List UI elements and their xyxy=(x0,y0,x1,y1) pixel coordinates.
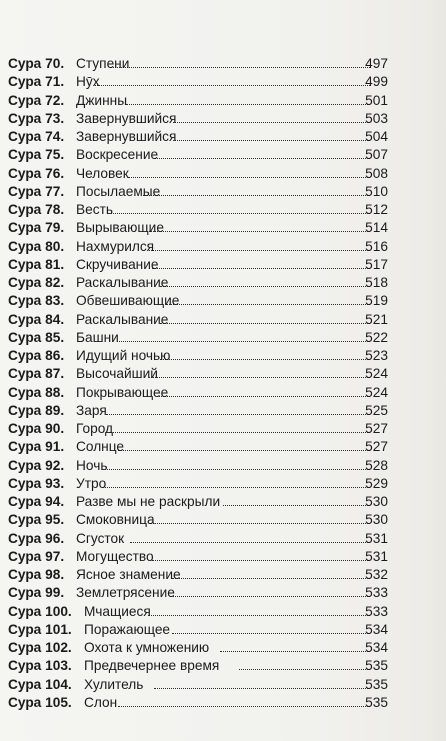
sura-title: Человек xyxy=(76,165,129,181)
toc-entry xyxy=(0,238,446,256)
sura-number: Сура 75. xyxy=(8,147,65,163)
toc-entry xyxy=(0,292,446,310)
sura-number: Сура 90. xyxy=(8,421,65,436)
sura-number: Сура 96. xyxy=(8,530,65,546)
sura-number: Сура 78. xyxy=(8,202,65,217)
sura-number: Сура 97. xyxy=(8,548,65,564)
dot-leader xyxy=(109,432,370,433)
page-number: 532 xyxy=(365,567,388,582)
dot-leader xyxy=(160,286,370,287)
sura-number: Сура 94. xyxy=(8,494,65,509)
sura-number: Сура 81. xyxy=(8,256,65,272)
toc-entry xyxy=(0,511,446,529)
sura-title: Ясное знамение xyxy=(76,567,181,582)
page-number: 510 xyxy=(365,183,388,199)
sura-number: Сура 77. xyxy=(8,183,65,199)
toc-entry xyxy=(0,584,446,602)
toc-entry xyxy=(0,493,446,511)
page-number: 522 xyxy=(365,329,388,345)
toc-entry xyxy=(0,694,446,712)
page-number: 531 xyxy=(365,548,388,564)
toc-entry xyxy=(0,621,446,639)
sura-title: Сгусток xyxy=(76,530,125,546)
page-number: 517 xyxy=(365,256,388,272)
sura-number: Сура 91. xyxy=(8,439,65,455)
sura-number: Сура 73. xyxy=(8,110,65,126)
dot-leader xyxy=(118,450,370,451)
sura-title: Завернувшийся xyxy=(76,110,177,126)
dot-leader xyxy=(220,651,370,652)
sura-title: Завернувшийся xyxy=(76,129,177,144)
toc-entry xyxy=(0,128,446,146)
dot-leader xyxy=(154,158,370,159)
dot-leader xyxy=(160,359,370,360)
toc-entry xyxy=(0,676,446,694)
page-number: 497 xyxy=(365,56,388,71)
dot-leader xyxy=(103,487,370,488)
dot-leader xyxy=(154,688,370,689)
page-number: 523 xyxy=(365,348,388,363)
toc-entry xyxy=(0,55,446,73)
sura-number: Сура 70. xyxy=(8,56,65,71)
sura-title: Могущество xyxy=(76,548,154,564)
sura-title: Смоковница xyxy=(76,512,155,528)
dot-leader xyxy=(128,177,370,178)
dot-leader xyxy=(173,122,370,123)
page-number: 503 xyxy=(365,110,388,126)
toc-entry xyxy=(0,530,446,548)
sura-title: Заря xyxy=(76,402,107,418)
sura-number: Сура 80. xyxy=(8,238,65,254)
dot-leader xyxy=(152,560,370,561)
toc-entry xyxy=(0,365,446,383)
sura-title: Обвешивающие xyxy=(76,293,180,309)
toc-entry xyxy=(0,347,446,365)
page-number: 516 xyxy=(365,238,388,254)
toc-entry xyxy=(0,657,446,675)
sura-title: Посылаемые xyxy=(76,183,161,199)
sura-title: Нӯх xyxy=(76,74,100,90)
page-number: 524 xyxy=(365,384,388,400)
page-number: 530 xyxy=(365,512,388,528)
sura-title: Нахмурился xyxy=(76,238,155,254)
sura-title: Поражающее xyxy=(84,621,171,637)
sura-number: Сура 88. xyxy=(8,384,65,400)
toc-entry xyxy=(0,438,446,456)
sura-number: Сура 76. xyxy=(8,165,65,181)
page-number: 535 xyxy=(365,658,388,674)
dot-leader xyxy=(170,596,370,597)
page-number: 530 xyxy=(365,494,388,509)
toc-entry xyxy=(0,603,446,621)
dot-leader xyxy=(117,341,370,342)
dot-leader xyxy=(143,195,370,196)
sura-title: Мчащиеся xyxy=(84,603,151,619)
sura-number: Сура 71. xyxy=(8,74,65,90)
sura-title: Весть xyxy=(76,202,113,217)
toc-entry xyxy=(0,457,446,475)
toc-entry xyxy=(0,165,446,183)
sura-number: Сура 79. xyxy=(8,220,65,236)
sura-title: Солнце xyxy=(76,439,125,455)
dot-leader xyxy=(130,542,370,543)
sura-number: Сура 84. xyxy=(8,311,65,327)
page-number: 504 xyxy=(365,129,388,144)
sura-number: Сура 98. xyxy=(8,567,65,582)
sura-number: Сура 102. xyxy=(8,640,72,655)
sura-title: Предвечернее время xyxy=(84,658,220,674)
sura-title: Скручивание xyxy=(76,256,159,272)
page-number: 524 xyxy=(365,366,388,382)
dot-leader xyxy=(166,304,370,305)
sura-title: Воскресение xyxy=(76,147,159,163)
sura-title: Идущий ночью xyxy=(76,348,171,363)
dot-leader xyxy=(111,213,370,214)
page-number: 535 xyxy=(365,676,388,692)
toc-entry xyxy=(0,475,446,493)
page-number: 529 xyxy=(365,475,388,491)
toc-entry xyxy=(0,73,446,91)
page-number: 528 xyxy=(365,457,388,473)
page-number: 534 xyxy=(365,640,388,655)
sura-title: Слон xyxy=(84,694,118,710)
sura-number: Сура 93. xyxy=(8,475,65,491)
sura-number: Сура 86. xyxy=(8,348,65,363)
page-number: 527 xyxy=(365,421,388,436)
toc-entry xyxy=(0,110,446,128)
toc-entry xyxy=(0,402,446,420)
page-number: 521 xyxy=(365,311,388,327)
toc-entry xyxy=(0,420,446,438)
dot-leader xyxy=(106,414,370,415)
dot-leader xyxy=(110,67,370,68)
page-number: 535 xyxy=(365,694,388,710)
sura-number: Сура 83. xyxy=(8,293,65,309)
page-number: 525 xyxy=(365,402,388,418)
page-number: 527 xyxy=(365,439,388,455)
toc-entry xyxy=(0,384,446,402)
sura-title: Охота к умножению xyxy=(84,640,210,655)
sura-number: Сура 72. xyxy=(8,92,65,108)
page-number: 533 xyxy=(365,603,388,619)
page-number: 507 xyxy=(365,147,388,163)
dot-leader xyxy=(173,140,370,141)
dot-leader xyxy=(148,615,370,616)
dot-leader xyxy=(160,323,370,324)
dot-leader xyxy=(95,85,370,86)
sura-title: Город xyxy=(76,421,114,436)
page-number: 534 xyxy=(365,621,388,637)
sura-number: Сура 100. xyxy=(8,603,72,619)
toc-entry xyxy=(0,274,446,292)
sura-number: Сура 92. xyxy=(8,457,65,473)
sura-title: Покрывающее xyxy=(76,384,169,400)
dot-leader xyxy=(172,633,370,634)
dot-leader xyxy=(150,523,370,524)
page-number: 501 xyxy=(365,92,388,108)
page-number: 531 xyxy=(365,530,388,546)
sura-title: Ночь xyxy=(76,457,108,473)
dot-leader xyxy=(105,469,370,470)
sura-title: Вырывающие xyxy=(76,220,164,236)
page-number: 499 xyxy=(365,74,388,90)
page-number: 508 xyxy=(365,165,388,181)
sura-title: Башни xyxy=(76,329,119,345)
toc-entry xyxy=(0,548,446,566)
sura-title: Утро xyxy=(76,475,107,491)
sura-number: Сура 85. xyxy=(8,329,65,345)
sura-number: Сура 99. xyxy=(8,585,65,601)
toc-entry xyxy=(0,219,446,237)
sura-title: Ступени xyxy=(76,56,130,71)
sura-number: Сура 104. xyxy=(8,676,72,692)
page-number: 514 xyxy=(365,220,388,236)
dot-leader xyxy=(149,377,370,378)
sura-title: Высочайший xyxy=(76,366,158,382)
toc-entry xyxy=(0,566,446,584)
dot-leader xyxy=(157,396,370,397)
sura-title: Раскалывание xyxy=(76,275,169,290)
sura-title: Хулитель xyxy=(84,676,144,692)
toc-entry xyxy=(0,201,446,219)
toc-entry xyxy=(0,183,446,201)
dot-leader xyxy=(149,250,370,251)
sura-title: Раскалывание xyxy=(76,311,169,327)
sura-title: Разве мы не раскрыли xyxy=(76,494,221,509)
toc-entry xyxy=(0,311,446,329)
dot-leader xyxy=(239,669,370,670)
toc-entry xyxy=(0,92,446,110)
page-number: 533 xyxy=(365,585,388,601)
sura-number: Сура 101. xyxy=(8,621,72,637)
sura-title: Джинны xyxy=(76,92,128,108)
dot-leader xyxy=(223,505,370,506)
dot-leader xyxy=(172,578,370,579)
sura-number: Сура 95. xyxy=(8,512,65,528)
toc-entry xyxy=(0,639,446,657)
sura-number: Сура 103. xyxy=(8,658,72,674)
page-number: 512 xyxy=(365,202,388,217)
page-number: 518 xyxy=(365,275,388,290)
toc-entry xyxy=(0,146,446,164)
dot-leader xyxy=(126,104,370,105)
sura-number: Сура 105. xyxy=(8,694,72,710)
dot-leader xyxy=(118,706,370,707)
sura-number: Сура 74. xyxy=(8,129,65,144)
sura-number: Сура 82. xyxy=(8,275,65,290)
sura-title: Землетрясение xyxy=(76,585,175,601)
sura-number: Сура 87. xyxy=(8,366,65,382)
dot-leader xyxy=(152,268,370,269)
page-number: 519 xyxy=(365,293,388,309)
toc-entry xyxy=(0,256,446,274)
toc-entry xyxy=(0,329,446,347)
sura-number: Сура 89. xyxy=(8,402,65,418)
dot-leader xyxy=(149,231,370,232)
